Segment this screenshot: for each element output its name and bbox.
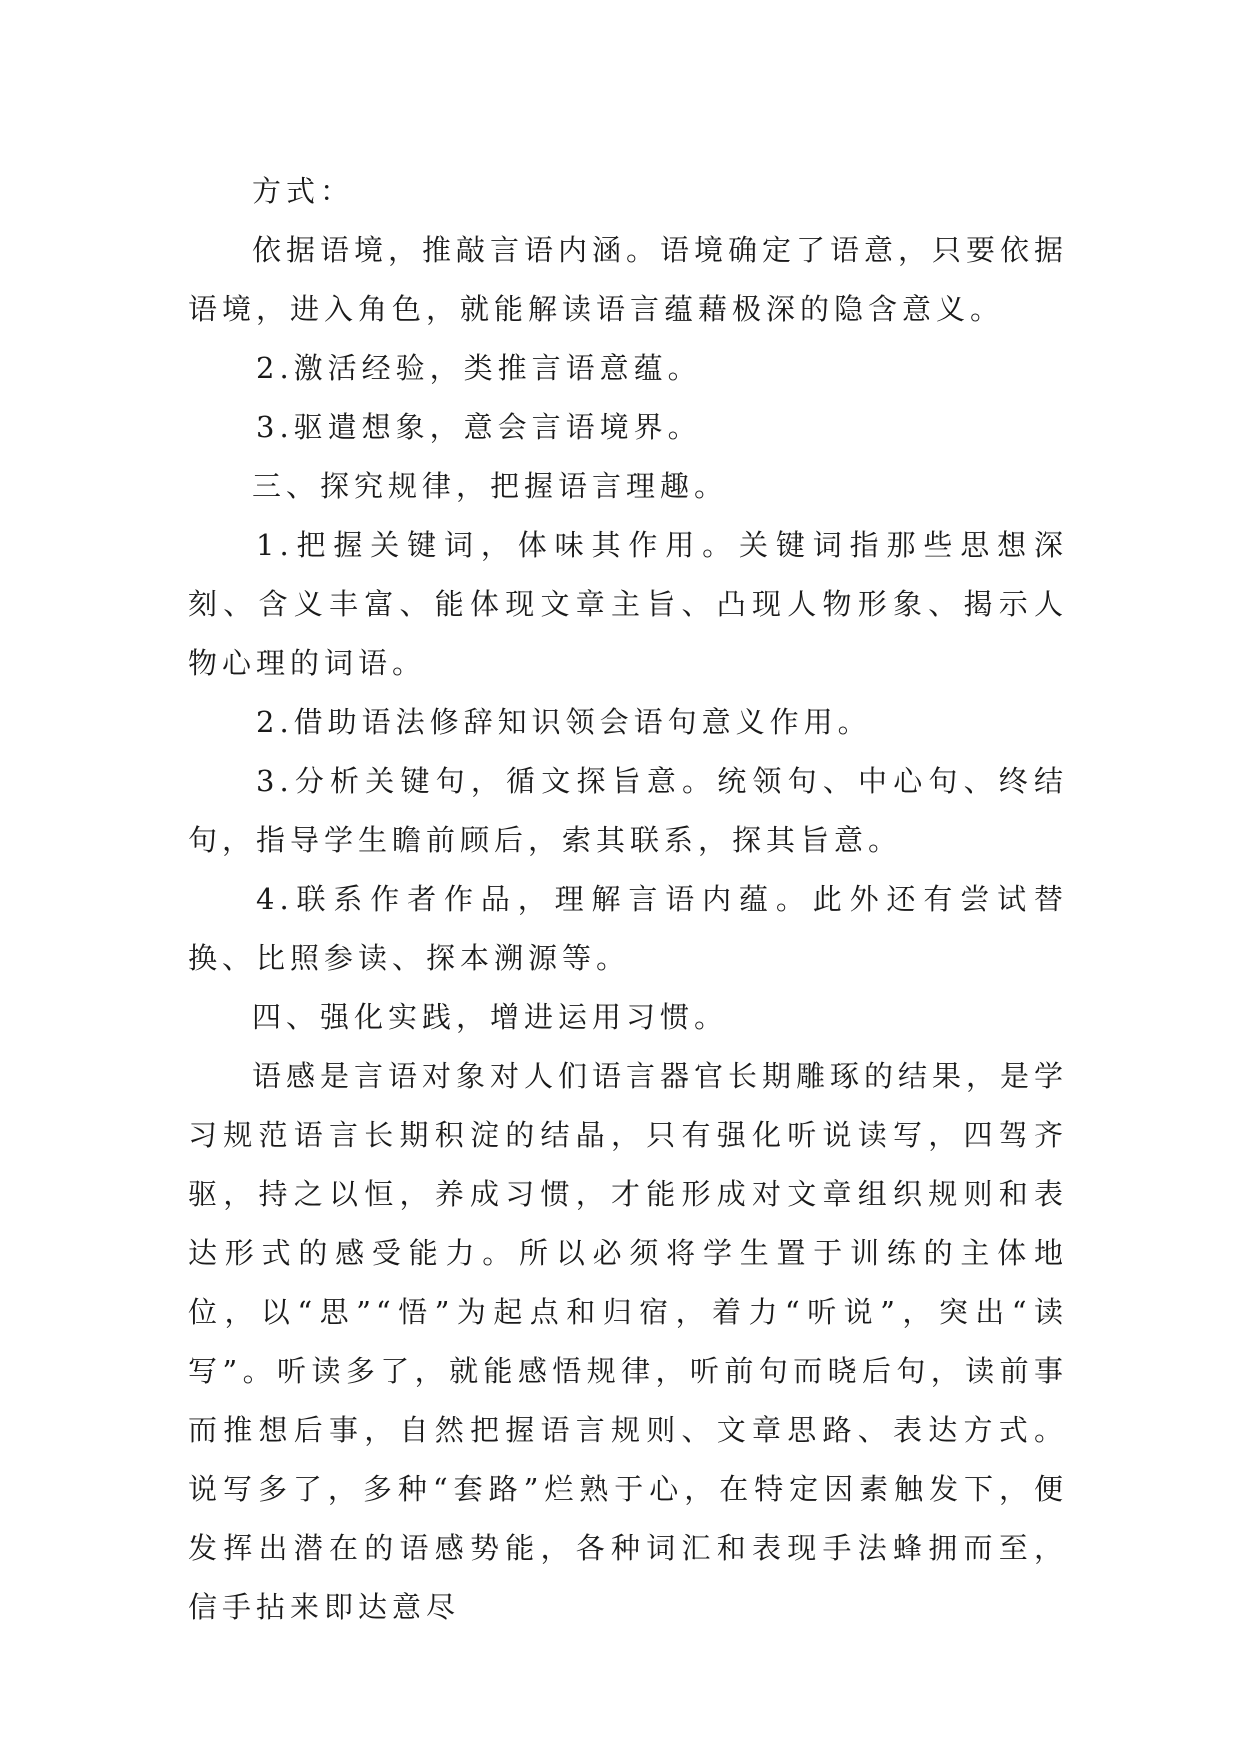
- paragraph-item-2-grammar: 2.借助语法修辞知识领会语句意义作用。: [256, 705, 872, 739]
- paragraph-item-4-author: 4.联系作者作品，理解言语内蕴。此外还有尝试替换、比照参读、探本溯源等。: [188, 882, 1068, 975]
- paragraph-language-sense: 语感是言语对象对人们语言器官长期雕琢的结果，是学习规范语言长期积淀的结晶，只有强化听说读写，四驾齐驱，持之以恒，养成习惯，才能形成对文章组织规则和表达形式的感受能力。所以必须将学生置于训练的主体地位，以“思”“悟”为起点和归宿，着力“听说”，突出“读写”。听读多了，就能感悟规律，听前句而晓后句，读前事而推想后事，自然把握语言规则、文章思路、表达方式。说写多了，多种“套路”烂熟于心，在特定因素触发下，便发挥出潜在的语感势能，各种词汇和表现手法蜂拥而至，信手拈来即达意尽: [188, 1059, 1069, 1624]
- section-heading-3: 三、探究规律，把握语言理趣。: [252, 469, 729, 503]
- paragraph-item-3-key-sentences: 3.分析关键句，循文探旨意。统领句、中心句、终结句，指导学生瞻前顾后，索其联系，探其旨意。: [188, 764, 1068, 857]
- paragraph-item-1-keywords: 1.把握关键词，体味其作用。关键词指那些思想深刻、含义丰富、能体现文章主旨、凸现人物形象、揭示人物心理的词语。: [188, 528, 1068, 680]
- document-body: [188, 162, 1068, 1637]
- paragraph-item-2-experience: 2.激活经验，类推言语意蕴。: [256, 351, 702, 385]
- paragraph-item-3-imagination: 3.驱遣想象，意会言语境界。: [256, 410, 702, 444]
- section-heading-4: 四、强化实践，增进运用习惯。: [252, 1000, 729, 1034]
- paragraph-method-label: 方式：: [252, 174, 355, 208]
- paragraph-context: 依据语境，推敲言语内涵。语境确定了语意，只要依据语境，进入角色，就能解读语言蕴藉极深的隐含意义。: [188, 233, 1069, 326]
